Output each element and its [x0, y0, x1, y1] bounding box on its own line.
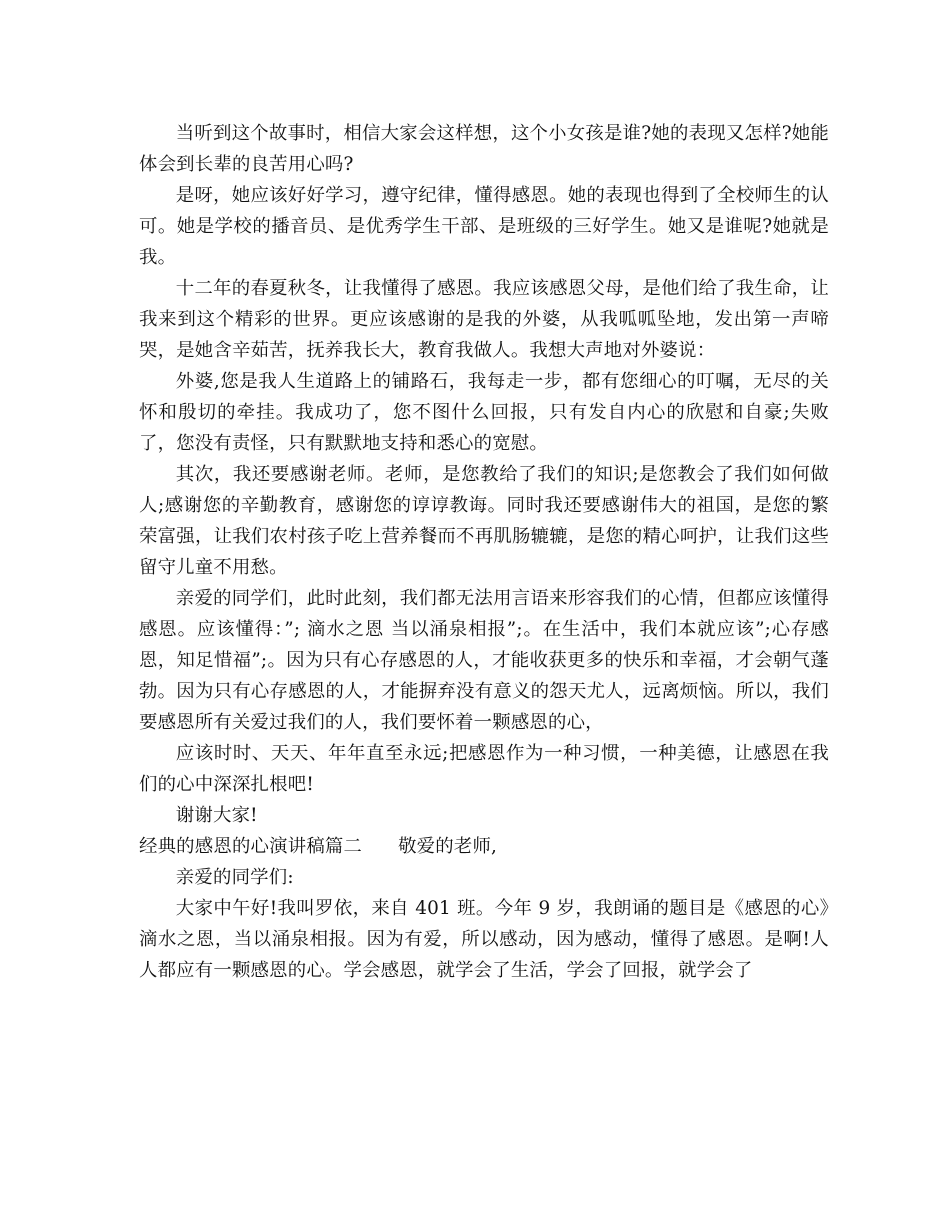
paragraph-8: 谢谢大家!	[175, 805, 258, 826]
document-body	[139, 118, 829, 986]
paragraph-9: 亲爱的同学们:	[175, 867, 294, 888]
speech-two-greeting: 敬爱的老师,	[398, 836, 498, 857]
speech-two-title: 经典的感恩的心演讲稿篇二	[139, 836, 363, 857]
paragraph-10: 大家中午好!我叫罗依，来自 401 班。今年 9 岁，我朗诵的题目是《感恩的心》滴水之恩，当以涌泉相报。因为有爱，所以感动，因为感动，懂得了感恩。是啊!人人都应有一颗感恩的心。学会感恩，就学会了生活，学会了回报，就学会了	[139, 898, 829, 981]
speech-two-heading	[139, 831, 829, 862]
paragraph-2: 是呀，她应该好好学习，遵守纪律，懂得感恩。她的表现也得到了全校师生的认可。她是学校的播音员、是优秀学生干部、是班级的三好学生。她又是谁呢?她就是我。	[139, 185, 829, 268]
paragraph-6: 亲爱的同学们，此时此刻，我们都无法用言语来形容我们的心情，但都应该懂得感恩。应该懂得：”; 滴水之恩 当以涌泉相报”;。在生活中，我们本就应该”;心存感恩，知足惜福”;。因为只有心存感恩的人，才能收获更多的快乐和幸福，才会朝气蓬勃。因为只有心存感恩的人，才能摒弃没有意义的怨天尤人，远离烦恼。所以，我们要感恩所有关爱过我们的人，我们要怀着一颗感恩的心，	[139, 588, 829, 733]
paragraph-4: 外婆,您是我人生道路上的铺路石，我每走一步，都有您细心的叮嘱，无尽的关怀和殷切的牵挂。我成功了，您不图什么回报，只有发自内心的欣慰和自豪;失败了，您没有责怪，只有默默地支持和悉心的宽慰。	[139, 371, 829, 454]
paragraph-3: 十二年的春夏秋冬，让我懂得了感恩。我应该感恩父母，是他们给了我生命，让我来到这个精彩的世界。更应该感谢的是我的外婆，从我呱呱坠地，发出第一声啼哭，是她含辛茹苦，抚养我长大，教育我做人。我想大声地对外婆说：	[139, 278, 829, 361]
paragraph-5: 其次，我还要感谢老师。老师，是您教给了我们的知识;是您教会了我们如何做人;感谢您的辛勤教育，感谢您的谆谆教诲。同时我还要感谢伟大的祖国，是您的繁荣富强，让我们农村孩子吃上营养餐而不再肌肠辘辘，是您的精心呵护，让我们这些留守儿童不用愁。	[139, 464, 829, 578]
paragraph-1: 当听到这个故事时，相信大家会这样想，这个小女孩是谁?她的表现又怎样?她能体会到长辈的良苦用心吗?	[139, 123, 829, 175]
paragraph-7: 应该时时、天天、年年直至永远;把感恩作为一种习惯，一种美德，让感恩在我们的心中深深扎根吧!	[139, 743, 829, 795]
